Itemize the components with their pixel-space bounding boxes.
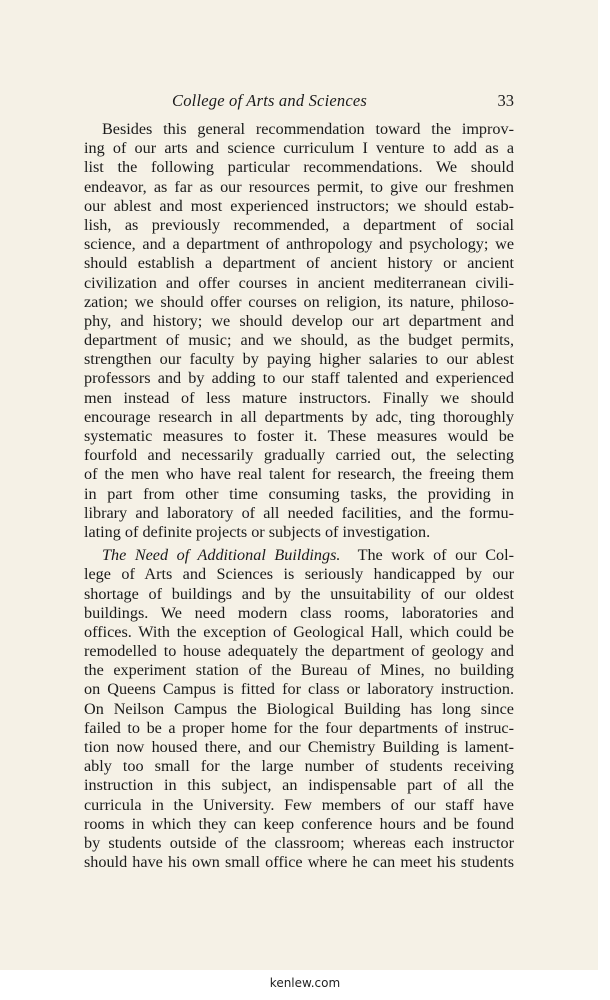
running-head: College of Arts and Sciences	[172, 91, 368, 110]
text-line: lish, as previously recommended, a department of social	[84, 215, 514, 234]
text-line: remodelled to house adequately the department of geology and	[84, 642, 514, 661]
text-line: science, and a department of anthropology and psychology; we	[84, 235, 514, 254]
text-fragment: The work of our Col-	[357, 546, 515, 565]
text-line: systematic measures to foster it. These measures would be	[84, 427, 514, 445]
text-line: Besides this general recommendation toward the improv-	[102, 120, 514, 138]
section-heading-line	[84, 546, 514, 565]
body-text	[84, 120, 514, 872]
text-line: should establish a department of ancient history or ancient	[84, 254, 514, 273]
text-line: our ablest and most experienced instructors; we should estab-	[84, 196, 514, 215]
text-line: ably too small for the large number of students receiving	[84, 757, 514, 776]
text-line: fourfold and necessarily gradually carried out, the selecting	[84, 446, 514, 465]
text-line: the experiment station of the Bureau of Mines, no building	[84, 661, 514, 680]
text-line: shortage of buildings and by the unsuitability of our oldest	[84, 584, 514, 603]
text-line: encourage research in all departments by adc, ting thoroughly	[84, 407, 514, 426]
text-line: list the following particular recommendations. We should	[84, 158, 514, 177]
text-line: On Neilson Campus the Biological Building has long since	[84, 699, 514, 718]
text-line: by students outside of the classroom; whereas each instructor	[84, 833, 514, 852]
text-line: endeavor, as far as our resources permit, to give our freshmen	[84, 177, 514, 196]
text-line: civilization and offer courses in ancient mediterranean civili-	[84, 273, 514, 292]
text-line: failed to be a proper home for the four departments of instruc-	[84, 718, 514, 737]
text-line: strengthen our faculty by paying higher salaries to our ablest	[84, 350, 514, 369]
text-line: men instead of less mature instructors. Finally we should	[84, 388, 514, 407]
text-line: should have his own small office where he can meet his students	[84, 853, 514, 872]
text-line: lating of definite projects or subjects of investigation.	[84, 522, 431, 541]
text-line: ing of our arts and science curriculum I venture to add as a	[84, 139, 514, 158]
page-header	[84, 91, 514, 113]
text-line: professors and by adding to our staff talented and experienced	[84, 369, 514, 388]
text-line: lege of Arts and Sciences is seriously handicapped by our	[84, 565, 514, 584]
text-line: of the men who have real talent for research, the freeing them	[84, 465, 514, 484]
text-line: curricula in the University. Few members of our staff have	[84, 795, 514, 814]
page-number: 33	[497, 91, 514, 110]
text-line: tion now housed there, and our Chemistry Building is lament-	[84, 738, 514, 756]
text-line: rooms in which they can keep conference hours and be found	[84, 814, 514, 833]
text-line: phy, and history; we should develop our art department and	[84, 311, 514, 330]
section-title: The Need of Additional Buildings.	[102, 546, 341, 565]
text-line: in part from other time consuming tasks, the providing in	[84, 484, 514, 503]
text-line: zation; we should offer courses on religion, its nature, philoso-	[84, 292, 514, 311]
watermark-text: kenlew.com	[269, 976, 341, 990]
text-line: on Queens Campus is fitted for class or laboratory instruction.	[84, 680, 514, 699]
text-line: buildings. We need modern class rooms, laboratories and	[84, 603, 514, 622]
text-line: offices. With the exception of Geological Hall, which could be	[84, 622, 514, 641]
text-line: library and laboratory of all needed facilities, and the formu-	[84, 503, 514, 522]
text-line: department of music; and we should, as the budget permits,	[84, 331, 514, 350]
text-line: instruction in this subject, an indispensable part of all the	[84, 776, 514, 795]
